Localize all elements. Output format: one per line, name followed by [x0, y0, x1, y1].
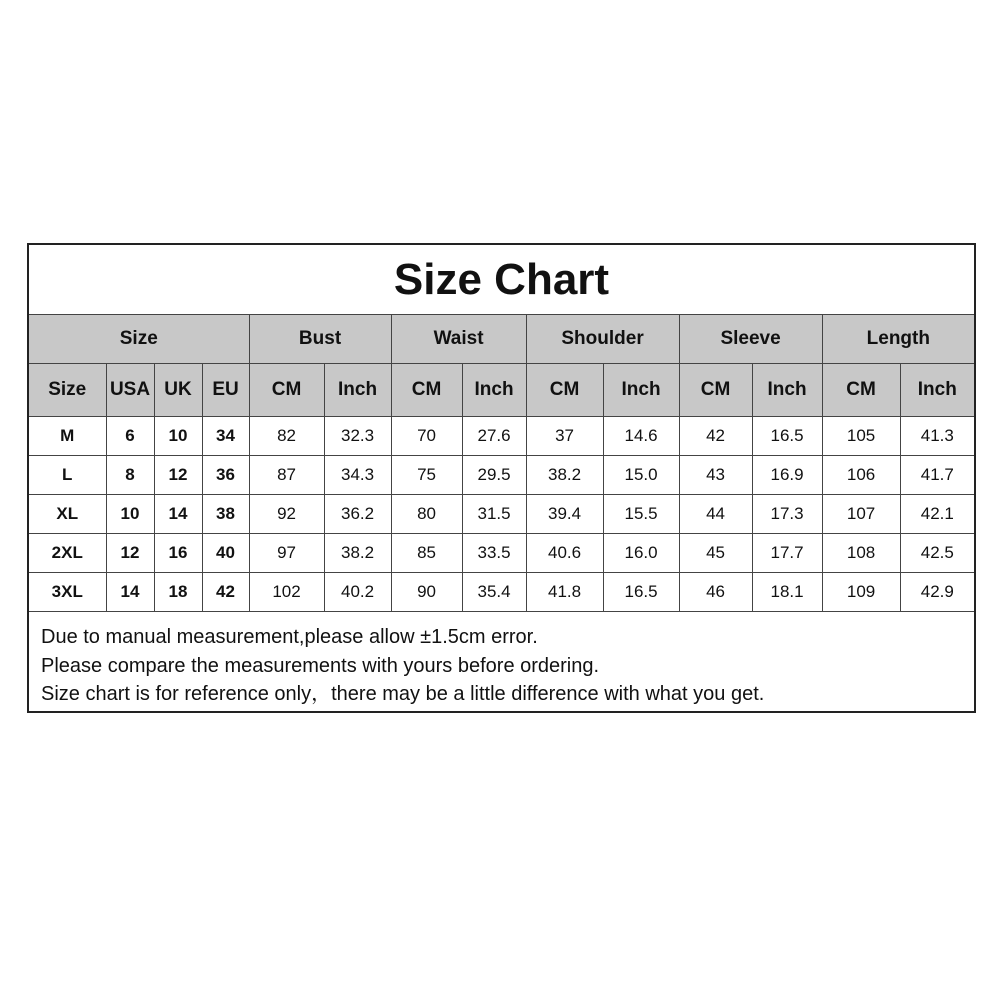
table-row	[29, 456, 974, 495]
cell-size: L	[29, 456, 106, 495]
cell-bust-inch: 32.3	[324, 417, 391, 456]
cell-uk: 18	[154, 573, 202, 612]
note-line: Please compare the measurements with yours before ordering.	[41, 654, 600, 677]
group-header-length: Length	[822, 315, 974, 364]
cell-waist-cm: 80	[391, 495, 462, 534]
col-header-uk: UK	[154, 364, 202, 417]
col-header-length-inch: Inch	[900, 364, 974, 417]
cell-length-cm: 107	[822, 495, 900, 534]
col-header-sleeve-inch: Inch	[752, 364, 822, 417]
cell-uk: 14	[154, 495, 202, 534]
col-header-bust-cm: CM	[249, 364, 324, 417]
table-row	[29, 417, 974, 456]
cell-length-inch: 42.1	[900, 495, 974, 534]
cell-bust-cm: 87	[249, 456, 324, 495]
cell-uk: 16	[154, 534, 202, 573]
cell-length-cm: 106	[822, 456, 900, 495]
group-header-bust: Bust	[249, 315, 391, 364]
col-header-waist-cm: CM	[391, 364, 462, 417]
cell-waist-cm: 70	[391, 417, 462, 456]
cell-length-inch: 42.5	[900, 534, 974, 573]
chart-title: Size Chart	[29, 245, 974, 315]
cell-sleeve-cm: 43	[679, 456, 752, 495]
cell-usa: 8	[106, 456, 154, 495]
cell-bust-cm: 97	[249, 534, 324, 573]
cell-eu: 34	[202, 417, 249, 456]
cell-sleeve-inch: 17.3	[752, 495, 822, 534]
cell-length-inch: 42.9	[900, 573, 974, 612]
cell-shoulder-inch: 16.0	[603, 534, 679, 573]
col-header-shoulder-inch: Inch	[603, 364, 679, 417]
cell-usa: 12	[106, 534, 154, 573]
cell-bust-inch: 36.2	[324, 495, 391, 534]
cell-shoulder-inch: 15.0	[603, 456, 679, 495]
col-header-shoulder-cm: CM	[526, 364, 603, 417]
table-row	[29, 534, 974, 573]
group-header-row	[29, 315, 974, 364]
col-header-waist-inch: Inch	[462, 364, 526, 417]
cell-sleeve-cm: 42	[679, 417, 752, 456]
cell-usa: 10	[106, 495, 154, 534]
note-line: Size chart is for reference only，there may be a little difference with what you get.	[41, 683, 765, 705]
col-header-length-cm: CM	[822, 364, 900, 417]
cell-shoulder-cm: 40.6	[526, 534, 603, 573]
cell-uk: 10	[154, 417, 202, 456]
cell-shoulder-inch: 16.5	[603, 573, 679, 612]
cell-sleeve-cm: 46	[679, 573, 752, 612]
cell-waist-inch: 33.5	[462, 534, 526, 573]
cell-uk: 12	[154, 456, 202, 495]
size-table	[29, 315, 974, 612]
cell-waist-inch: 35.4	[462, 573, 526, 612]
cell-usa: 14	[106, 573, 154, 612]
cell-bust-cm: 82	[249, 417, 324, 456]
cell-sleeve-inch: 17.7	[752, 534, 822, 573]
table-row	[29, 495, 974, 534]
cell-bust-cm: 92	[249, 495, 324, 534]
cell-size: M	[29, 417, 106, 456]
cell-length-cm: 105	[822, 417, 900, 456]
cell-bust-inch: 40.2	[324, 573, 391, 612]
col-header-sleeve-cm: CM	[679, 364, 752, 417]
cell-shoulder-cm: 41.8	[526, 573, 603, 612]
group-header-size: Size	[29, 315, 249, 364]
table-row	[29, 573, 974, 612]
group-header-shoulder: Shoulder	[526, 315, 679, 364]
cell-sleeve-cm: 45	[679, 534, 752, 573]
cell-shoulder-cm: 37	[526, 417, 603, 456]
cell-usa: 6	[106, 417, 154, 456]
cell-length-cm: 109	[822, 573, 900, 612]
col-header-usa: USA	[106, 364, 154, 417]
cell-sleeve-inch: 16.5	[752, 417, 822, 456]
cell-waist-inch: 31.5	[462, 495, 526, 534]
cell-length-inch: 41.7	[900, 456, 974, 495]
cell-shoulder-cm: 39.4	[526, 495, 603, 534]
cell-eu: 36	[202, 456, 249, 495]
group-header-sleeve: Sleeve	[679, 315, 822, 364]
cell-waist-cm: 75	[391, 456, 462, 495]
note-line: Due to manual measurement,please allow ±1.5cm error.	[41, 626, 538, 648]
cell-sleeve-cm: 44	[679, 495, 752, 534]
cell-bust-inch: 38.2	[324, 534, 391, 573]
cell-eu: 42	[202, 573, 249, 612]
cell-sleeve-inch: 16.9	[752, 456, 822, 495]
col-header-size: Size	[29, 364, 106, 417]
cell-waist-cm: 85	[391, 534, 462, 573]
cell-shoulder-inch: 14.6	[603, 417, 679, 456]
cell-eu: 38	[202, 495, 249, 534]
cell-length-cm: 108	[822, 534, 900, 573]
cell-size: XL	[29, 495, 106, 534]
notes	[29, 612, 974, 709]
size-chart	[27, 243, 976, 713]
cell-waist-inch: 29.5	[462, 456, 526, 495]
cell-waist-inch: 27.6	[462, 417, 526, 456]
group-header-waist: Waist	[391, 315, 526, 364]
cell-shoulder-inch: 15.5	[603, 495, 679, 534]
cell-eu: 40	[202, 534, 249, 573]
cell-waist-cm: 90	[391, 573, 462, 612]
col-header-bust-inch: Inch	[324, 364, 391, 417]
cell-sleeve-inch: 18.1	[752, 573, 822, 612]
cell-length-inch: 41.3	[900, 417, 974, 456]
cell-bust-inch: 34.3	[324, 456, 391, 495]
unit-header-row	[29, 364, 974, 417]
cell-size: 2XL	[29, 534, 106, 573]
col-header-eu: EU	[202, 364, 249, 417]
cell-bust-cm: 102	[249, 573, 324, 612]
cell-shoulder-cm: 38.2	[526, 456, 603, 495]
cell-size: 3XL	[29, 573, 106, 612]
